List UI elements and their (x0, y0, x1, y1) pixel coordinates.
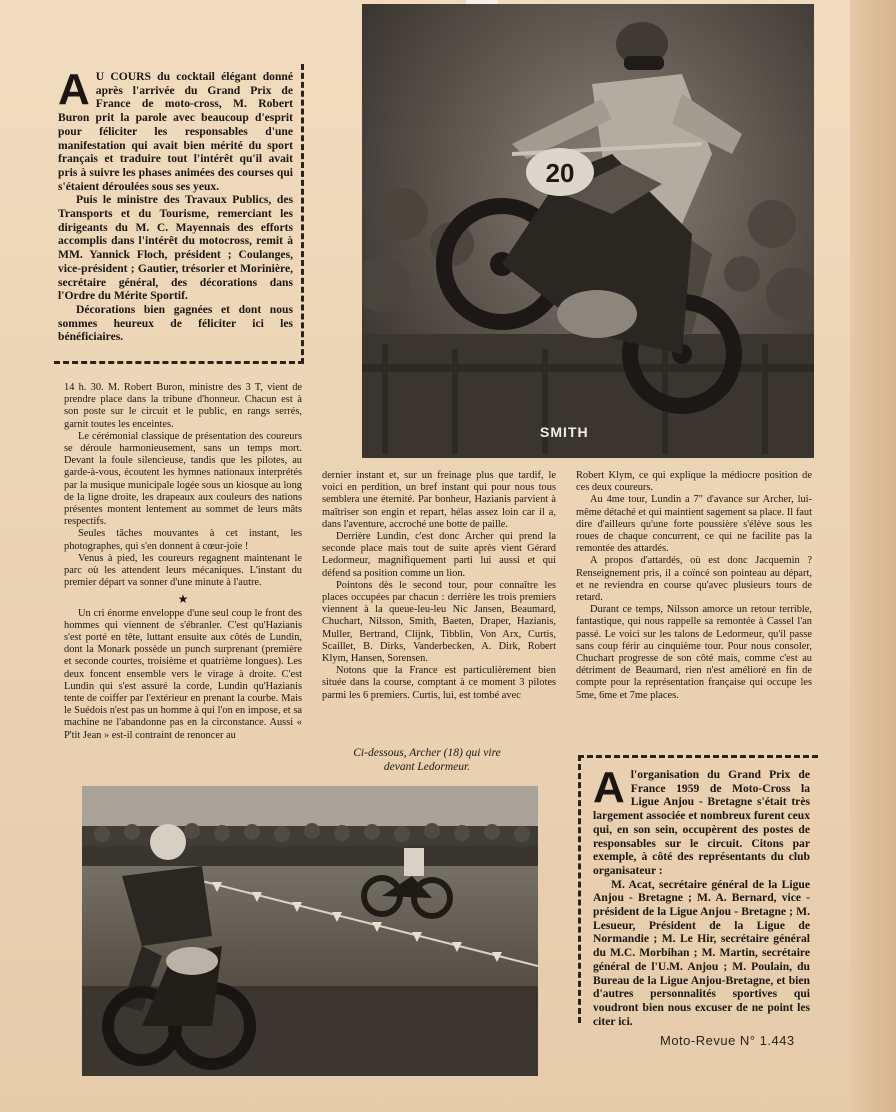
article-paragraph: Venus à pied, les coureurs regagnent maintenant le parc où les attendent leurs mécaniques. L'instant du premier départ va sonner d'une minute à l'autre. (64, 552, 302, 589)
box-paragraph: U COURS du cocktail élégant donné après l'arrivée du Grand Prix de France de moto-cross, M. Robert Buron prit la parole avec beaucoup d'esprit pour féliciter les responsables d'une manifestation qui avait bien mérité du sport français et traduire tout l'intérêt qu'il avait pris à suivre les phases animées des courses qui s'étaient déroulées sous ses yeux. (58, 70, 293, 193)
photo-archer-turn (82, 786, 538, 1076)
article-column-2 (322, 470, 556, 702)
box-paragraph: Puis le ministre des Travaux Publics, des Transports et du Tourisme, remerciant les dirigeants du M. C. Mayennais des efforts accomplis dans l'intérêt du motocross, remit à MM. Yannick Floch, président ; Coulanges, vice-président ; Gautier, trésorier et Morinière, secrétaire général, des décorations dans l'Ordre du Mérite Sportif. (58, 193, 293, 303)
photo-caption-archer (322, 746, 532, 774)
box-paragraph: Décorations bien gagnées et dont nous sommes heureux de féliciter ici les bénéficiaires. (58, 302, 293, 344)
article-paragraph: Le cérémonial classique de présentation des coureurs se déroule harmonieusement, sans un temps mort. Devant la foule silencieuse, tandis que les pilotes, au garde-à-vous, écoutent les hymnes nationaux interprétés par la musique municipale logée sous un kiosque au long de la ligne droite, les drapeaux aux couleurs des nations présentes montent lentement au sommet de leurs mâts respectifs. (64, 430, 302, 528)
article-column-1 (64, 382, 302, 742)
article-paragraph: 14 h. 30. M. Robert Buron, ministre des 3 T, vient de prendre place dans la tribune d'honneur. Chacun est à son poste sur le circuit et le public, en rangs serrés, garnit toutes les enceintes. (64, 382, 302, 430)
article-paragraph: Au 4me tour, Lundin a 7" d'avance sur Archer, lui-même détaché et qui maintient sagement sa place. Il faut dire d'ailleurs qu'une forte poussière s'élève sous les roues de chaque concurrent, ce qui ne facilite pas la remontée des attardés. (576, 494, 812, 555)
article-column-3 (576, 470, 812, 702)
box-organisation (578, 755, 818, 1028)
article-paragraph: A propos d'attardés, où est donc Jacquemin ? Renseignement pris, il a coïncé son pointeau au départ, et ne reviendra en course qu'avec plusieurs tours de retard. (576, 555, 812, 604)
photo-smith-illustration (362, 4, 814, 458)
article-paragraph: Pointons dès le second tour, pour connaître les places occupées par chacun : derrière les trois premiers viennent à la queue-leu-leu Nic Jansen, Beaumard, Chuchart, Nilsson, Smith, Baeten, Draper, Hazianis, Muller, Bertrand, Clijnk, Tibblin, Von Arx, Curtis, Scaillet, B. Dirks, Vanderbecken, A. Dirk, Robert Klym, Hansen, Sorensen. (322, 579, 556, 665)
drop-cap: A (593, 763, 625, 812)
box-paragraph: M. Acat, secrétaire général de la Ligue Anjou - Bretagne ; M. A. Bernard, vice - président de la Ligue Anjou - Bretagne ; M. Lesueur, Président de la Ligue de Normandie ; M. Le Hir, secrétaire général du M.C. Morbihan ; M. Martin, secrétaire général de l'U.M. Anjou ; M. Poulain, du Bureau de la Ligue Anjou-Bretagne, et bien d'autres personnalités sportives qui voudront bien nous excuser de ne point les citer ici. (593, 877, 810, 1028)
article-paragraph: Durant ce temps, Nilsson amorce un retour terrible, fantastique, qui nous rappelle sa remontée à Cassel l'an passé. Le voici sur les talons de Ledormeur, qu'il passe sans coup férir au cinquième tour. Pour nous consoler, Chuchart progresse de son côté mais, comme c'est au détriment de Beaumard, rien n'est amélioré en fin de compte pour la représentation française qui occupe les 5me, 6me et 7me places. (576, 604, 812, 701)
caption-line: Ci-dessous, Archer (18) qui vire (353, 747, 501, 759)
drop-cap: A (58, 65, 90, 114)
box-paragraph: l'organisation du Grand Prix de France 1959 de Moto-Cross la Ligue Anjou - Bretagne s'était très largement associée et nombreux furent ceux qui, en son sein, occupèrent des postes de responsables sur le circuit. Citons par exemple, à côté des représentants du club organisateur : (593, 768, 810, 877)
article-paragraph: Derrière Lundin, c'est donc Archer qui prend la seconde place mais tout de suite après vient Gérard Ledormeur, magnifiquement parti lui aussi et qui défend sa position comme un lion. (322, 531, 556, 579)
article-paragraph: Un cri énorme enveloppe d'une seul coup le front des hommes qui viennent de s'ébranler. C'est qu'Hazianis s'est porté en tête, luttant ensuite aux côtés de Lundin, dont la Monark possède un punch surprenant (première et seconde courtes, troisième et quatrième longues). Les deux foncent ensemble vers le virage à droite. C'est Lundin qui s'est assuré la corde, Lundin qu'Hazianis tente de coiffer par l'extérieur en prenant la courbe. Mais le Suédois n'est pas un homme à qui l'on en impose, et sa machine ne l'abandonne pas en la circonstance. Aussi « P'tit Jean » est-il contraint de renoncer au (64, 607, 302, 741)
photo-archer-illustration (82, 786, 538, 1076)
page-edge (850, 0, 896, 1112)
photo-smith-jump (362, 4, 814, 458)
article-paragraph: Seules tâches mouvantes à cet instant, les photographes, qui s'en donnent à cœur-joie ! (64, 528, 302, 552)
box-cocktail (54, 64, 304, 364)
article-paragraph: Robert Klym, ce qui explique la médiocre position de ces deux coureurs. (576, 470, 812, 494)
star-separator: ★ (177, 592, 189, 607)
caption-line: devant Ledormeur. (383, 761, 471, 773)
bib-number: 20 (545, 158, 575, 188)
article-paragraph: dernier instant et, sur un freinage plus que tardif, le voici en perdition, un bref instant qui pour nous tous semblera une éternité. Par bonheur, Hazianis parvient à maîtriser son engin et repart, hélas assez loin car il a, dans l'aventure, accroché une botte de paille. (322, 470, 556, 530)
article-paragraph: Notons que la France est particulièrement bien située dans la course, comptant à ce moment 3 pilotes parmi les 6 premiers. Curtis, lui, est tombé avec (322, 665, 556, 701)
photo-caption-smith: SMITH (540, 424, 589, 440)
page-footer: Moto-Revue N° 1.443 (660, 1033, 795, 1048)
